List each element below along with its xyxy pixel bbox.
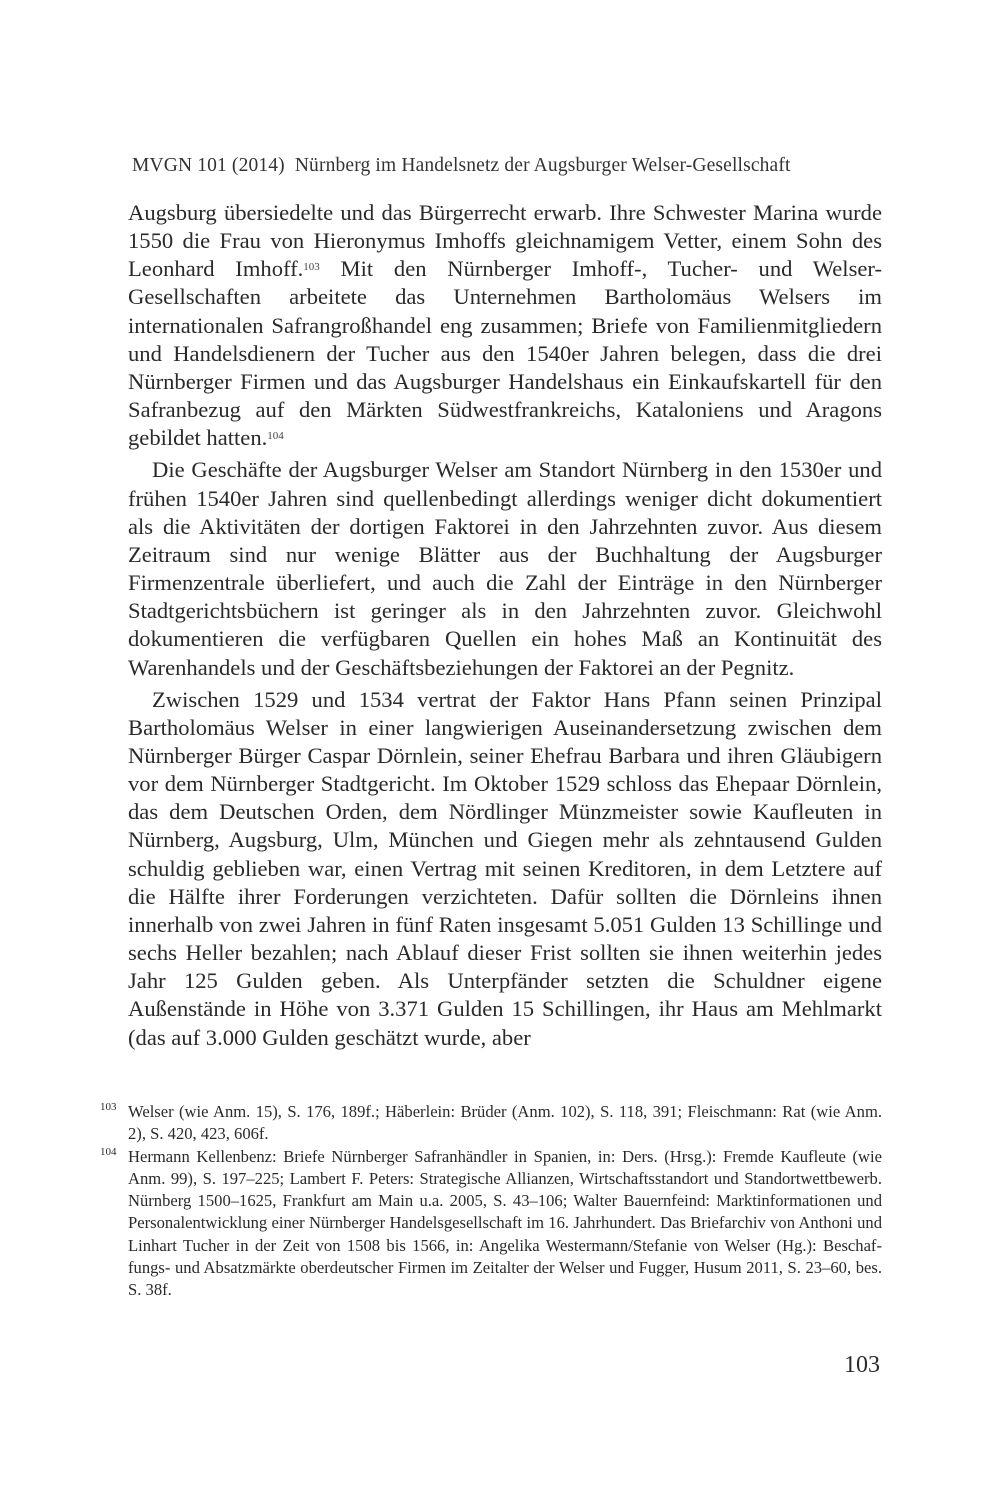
footnote-text: Welser (wie Anm. 15), S. 176, 189f.; Häberlein: Brüder (Anm. 102), S. 118, 391; Fleischmann: Rat (wie Anm. 2), S. 420, 423, 606f.	[128, 1102, 882, 1144]
footnote-103	[100, 1101, 882, 1145]
journal-reference: MVGN 101 (2014)	[132, 155, 285, 176]
paragraph-2: Die Geschäfte der Augsburger Welser am Standort Nürnberg in den 1530er und frühen 1540er Jahren sind quellenbedingt allerdings weniger dicht dokumentiert als die Aktivitäten der dortigen Faktorei in den Jahrzehnten zuvor. Aus diesem Zeitraum sind nur wenige Blätter aus der Buchhaltung der Augsburger Firmenzentrale überliefert, und auch die Zahl der Einträge in den Nürnberger Stadtgerichtsbüchern ist geringer als in den Jahrzehnten zuvor. Gleichwohl dokumentieren die verfügbaren Quellen ein hohes Maß an Kontinuität des Warenhandels und der Geschäftsbeziehungen der Faktorei an der Pegnitz.	[128, 457, 882, 680]
page-number: 103	[844, 1352, 880, 1378]
running-title: Nürnberg im Handelsnetz der Augsburger Welser-Gesellschaft	[294, 155, 791, 176]
paragraph-1-part-1: Augsburg übersiedelte und das Bürgerrecht erwarb. Ihre Schwester Marina wurde 1550 die Frau von Hieronymus Imhoffs gleichnamigem Vetter, einem Sohn des Leonhard Imhoff.	[128, 200, 882, 282]
footnote-ref-103: 103	[303, 261, 320, 274]
footnotes	[100, 1101, 882, 1302]
footnote-number: 104	[100, 1146, 117, 1159]
paragraph-3: Zwischen 1529 und 1534 vertrat der Faktor Hans Pfann seinen Prinzipal Bartholomäus Welser in einer langwierigen Auseinandersetzung zwischen dem Nürnberger Bürger Caspar Dörnlein, seiner Ehefrau Barbara und ihren Gläubigern vor dem Nürnberger Stadtgericht. Im Oktober 1529 schloss das Ehepaar Dörnlein, das dem Deutschen Orden, dem Nördlinger Münzmeister sowie Kaufleuten in Nürnberg, Augsburg, Ulm, München und Giegen mehr als zehntausend Gulden schuldig geblieben war, einen Vertrag mit seinen Kreditoren, in dem Letztere auf die Hälfte ihrer Forderungen verzichteten. Dafür sollten die Dörnleins ihnen innerhalb von zwei Jahren in fünf Raten insgesamt 5.051 Gulden 13 Schillinge und sechs Heller bezahlen; nach Ablauf dieser Frist sollten sie ihnen weiterhin jedes Jahr 125 Gulden geben. Als Unterpfänder setzten die Schuldner eigene Außenstände in Höhe von 3.371 Gulden 15 Schillingen, ihr Haus am Mehlmarkt (das auf 3.000 Gulden geschätzt wurde, aber	[128, 686, 882, 1050]
footnote-104	[100, 1146, 882, 1301]
paragraph-1	[128, 199, 882, 452]
footnote-number: 103	[100, 1101, 117, 1113]
paragraph-1-part-2: Mit den Nürnberger Imhoff-, Tucher- und Welser-Gesellschaften arbeitete das Unternehmen Bartholomäus Welsers im internationalen Safrangroßhandel eng zusammen; Briefe von Familienmitgliedern und Handelsdienern der Tucher aus den 1540er Jahren belegen, dass die drei Nürnberger Firmen und das Augsburger Handelshaus ein Einkaufskartell für den Safranbezug auf den Märkten Südwestfrankreichs, Kataloniens und Aragons gebildet hatten.	[128, 256, 882, 451]
main-text	[128, 199, 882, 1056]
footnote-text: Hermann Kellenbenz: Briefe Nürnberger Safranhändler in Spanien, in: Ders. (Hrsg.): Fremde Kaufleute (wie Anm. 99), S. 197–225; Lambert F. Peters: Strategische Allianzen, Wirtschaftsstandort und Standortwettbewerb. Nürnberg 1500–1625, Frankfurt am Main u.a. 2005, S. 43–106; Walter Bauernfeind: Marktinformationen und Personalentwicklung einer Nürnberger Handelsgesellschaft im 16. Jahrhundert. Das Briefarchiv von Anthoni und Linhart Tucher in der Zeit von 1508 bis 1566, in: Angelika Westermann/Stefanie von Welser (Hg.): Beschaffungs- und Absatzmärkte oberdeutscher Firmen im Zeitalter der Welser und Fugger, Husum 2011, S. 23–60, bes. S. 38f.	[128, 1147, 882, 1299]
running-header	[132, 155, 872, 177]
footnote-ref-104: 104	[267, 430, 284, 443]
